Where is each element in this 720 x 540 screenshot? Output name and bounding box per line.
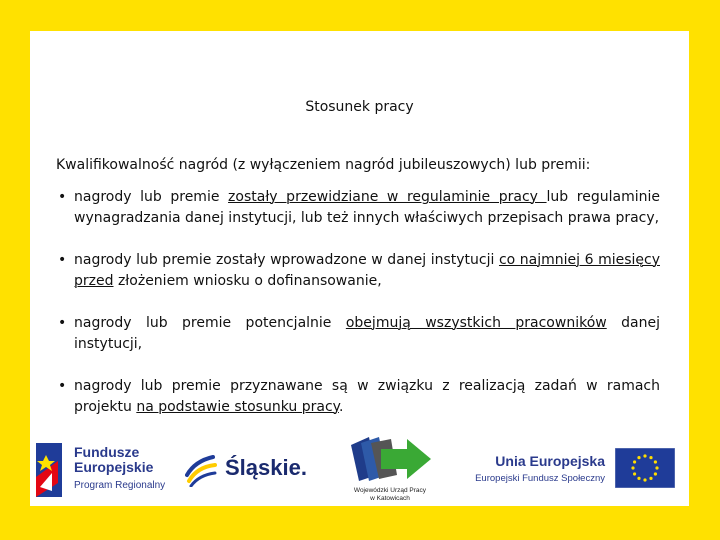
fundusze-europejskie-icon [36, 443, 66, 497]
list-item [56, 187, 660, 229]
slide [30, 31, 689, 506]
ue-logo-text [475, 453, 605, 493]
bullet-list [56, 187, 660, 439]
slide-heading: Kwalifikowalność nagród (z wyłączeniem nagród jubileuszowych) lub premii: [56, 157, 591, 173]
list-item [56, 376, 660, 418]
slaskie-icon [185, 453, 217, 487]
text-segment: danej instytucji, [74, 315, 660, 352]
fe-line2: Europejskie [74, 459, 154, 475]
text-segment: nagrody lub premie potencjalnie [74, 315, 346, 331]
wup-logo [345, 435, 435, 505]
list-item [56, 250, 660, 292]
list-item [56, 313, 660, 355]
slaskie-text: Śląskie. [225, 455, 307, 480]
text-segment: nagrody lub premie przyznawane są w związku z realizacją zadań w ramach projektu [74, 378, 660, 415]
ue-line2: Europejski Fundusz Społeczny [475, 473, 605, 484]
fe-line3: Program Regionalny [74, 480, 166, 491]
text-segment: nagrody lub premie [74, 189, 229, 205]
slaskie-logo [185, 453, 310, 493]
underlined-text: na podstawie stosunku pracy [136, 399, 339, 415]
slide-title: Stosunek pracy [305, 99, 414, 115]
underlined-text: co najmniej 6 miesięcy przed [74, 252, 660, 289]
text-segment: złożeniem wniosku o dofinansowanie, [113, 273, 382, 289]
wup-line1: Wojewódzki Urząd Pracy [353, 487, 427, 494]
wup-line2: w Katowicach [370, 495, 410, 502]
ue-line1: Unia Europejska [495, 453, 605, 469]
eu-flag-icon [615, 448, 675, 488]
fe-line1: Fundusze [74, 444, 140, 460]
underlined-text: zostały przewidziane w regulaminie pracy [228, 189, 547, 205]
fundusze-europejskie-logo [36, 441, 186, 497]
wup-arrow-icon [347, 435, 433, 481]
logo-bar [30, 433, 689, 503]
text-segment: . [338, 399, 344, 415]
underlined-text: obejmują wszystkich pracowników [345, 315, 607, 331]
text-segment: nagrody lub premie zostały wprowadzone w danej instytucji [74, 252, 499, 268]
text-segment: lub regulaminie wynagradzania danej instytucji, lub też innych właściwych przepisach prawa pracy, [74, 189, 660, 226]
